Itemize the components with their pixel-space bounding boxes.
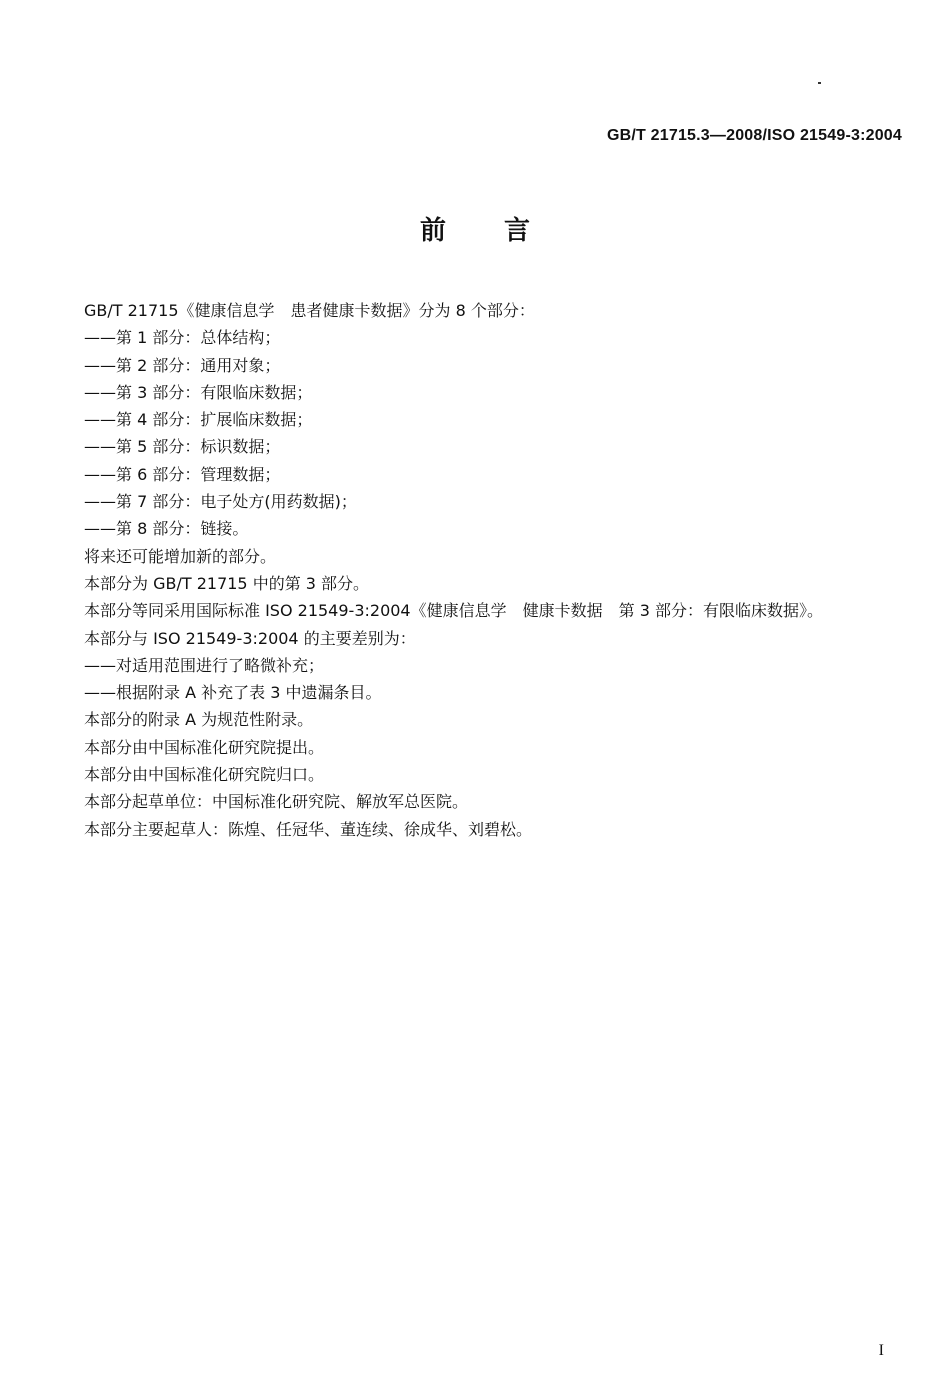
- list-item: ——第 3 部分：有限临床数据；: [84, 382, 313, 402]
- paragraph: 本部分为 GB/T 21715 中的第 3 部分。: [84, 573, 370, 593]
- paragraph: 本部分等同采用国际标准 ISO 21549-3:2004《健康信息学 健康卡数据 第 3 部分：有限临床数据》。: [84, 601, 823, 621]
- list-item: ——根据附录 A 补充了表 3 中遗漏条目。: [84, 683, 382, 703]
- paragraph: 本部分主要起草人：陈煌、任冠华、董连续、徐成华、刘碧松。: [84, 819, 533, 839]
- list-item: ——第 2 部分：通用对象；: [84, 355, 281, 375]
- list-item: ——第 7 部分：电子处方(用药数据)；: [84, 492, 357, 512]
- paragraph: 将来还可能增加新的部分。: [84, 546, 277, 566]
- page-title: 前言: [419, 216, 588, 246]
- paragraph: 本部分起草单位：中国标准化研究院、解放军总医院。: [84, 792, 469, 812]
- paragraph: GB/T 21715《健康信息学 患者健康卡数据》分为 8 个部分：: [84, 301, 535, 320]
- list-item: ——第 8 部分：链接。: [84, 519, 249, 539]
- scan-speck: [818, 82, 821, 84]
- paragraph: 本部分由中国标准化研究院提出。: [84, 737, 325, 757]
- list-item: ——第 1 部分：总体结构；: [84, 328, 281, 348]
- page-number: I: [878, 1342, 884, 1359]
- list-item: ——第 4 部分：扩展临床数据；: [84, 410, 313, 430]
- paragraph: 本部分与 ISO 21549-3:2004 的主要差别为：: [84, 628, 416, 648]
- paragraph: 本部分的附录 A 为规范性附录。: [84, 710, 314, 730]
- foreword-body: [46, 297, 906, 843]
- list-item: ——第 5 部分：标识数据；: [84, 437, 281, 457]
- paragraph: 本部分由中国标准化研究院归口。: [84, 765, 325, 785]
- list-item: ——第 6 部分：管理数据；: [84, 464, 281, 484]
- standard-number: GB/T 21715.3—2008/ISO 21549-3:2004: [607, 127, 902, 144]
- list-item: ——对适用范围进行了略微补充；: [84, 655, 325, 675]
